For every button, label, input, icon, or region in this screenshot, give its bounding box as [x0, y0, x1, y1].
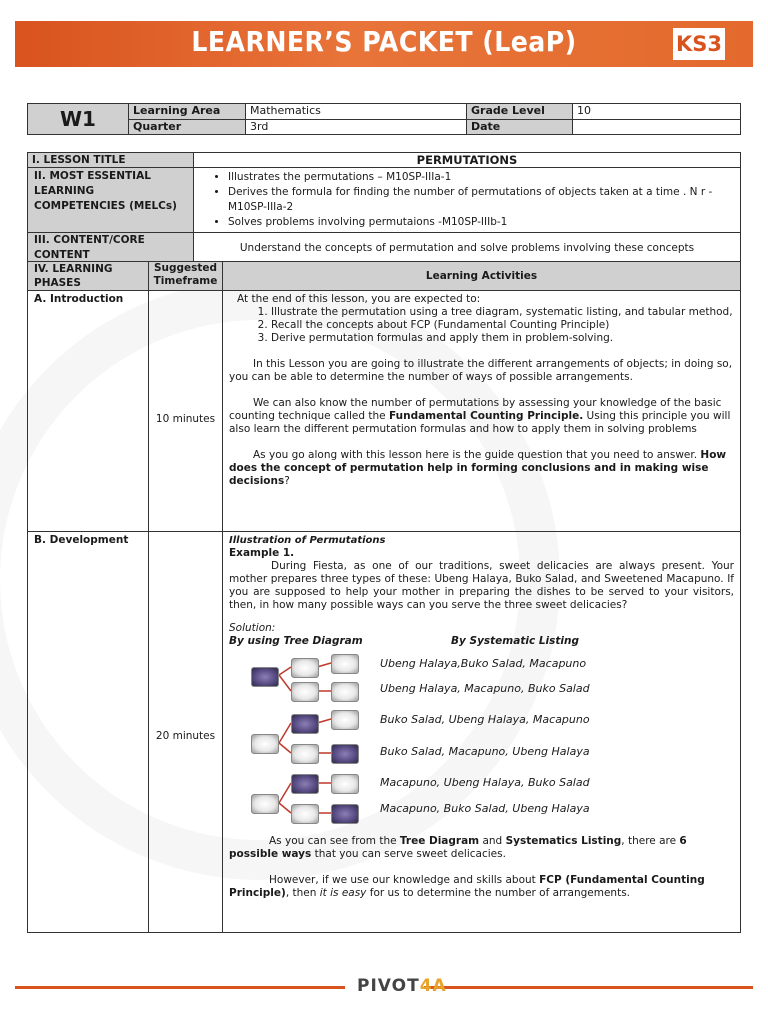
development-activities: [223, 532, 741, 933]
learning-phases-table: [27, 261, 741, 933]
example-problem: During Fiesta, as one of our traditions, sweet delicacies are always present. Your mother prepares three types of these: Ubeng Halaya, Buko Salad, and Sweetened Macapuno. If you are supposed to help your mother in preparing the dishes to be served to your visitors, then, in how many possible ways can you serve the three sweet delicacies?: [229, 560, 734, 611]
content-label: III. CONTENT/CORE CONTENT: [28, 233, 194, 264]
introduction-time: 10 minutes: [149, 291, 223, 532]
listing-item: Buko Salad, Macapuno, Ubeng Halaya: [380, 745, 590, 758]
tree-diagram-label: By using Tree Diagram: [229, 635, 363, 647]
core-content: Understand the concepts of permutation and solve problems involving these concepts: [194, 233, 741, 264]
intro-paragraph-2: We can also know the number of permutations by assessing your knowledge of the basic counting technique called the Fundamental Counting Principle. Using this principle you will also learn the different permutation formulas and how to apply them in solving problems: [229, 397, 731, 435]
ube-dish-image: [291, 774, 319, 794]
footer-rule-left: [15, 986, 345, 989]
ube-dish-image: [291, 714, 319, 734]
week-label: W1: [28, 104, 129, 135]
timeframe-col-header: Suggested Timeframe: [149, 262, 223, 291]
buko-dish-image: [251, 734, 279, 754]
buko-dish-image: [331, 774, 359, 794]
activities-col-header: Learning Activities: [223, 262, 741, 291]
objective-item: 1. Illustrate the permutation using a tree diagram, systematic listing, and tabular method,: [271, 306, 734, 319]
objective-item: 2. Recall the concepts about FCP (Fundamental Counting Principle): [271, 319, 734, 332]
tree-and-list: [229, 649, 734, 831]
introduction-label: A. Introduction: [28, 291, 149, 532]
development-label: B. Development: [28, 532, 149, 933]
melc-item: • Illustrates the permutations – M10SP-IIIa-1: [228, 170, 736, 185]
introduction-activities: [223, 291, 741, 532]
method-labels: [229, 635, 734, 649]
buko-dish-image: [331, 682, 359, 702]
lesson-title-label: I. LESSON TITLE: [28, 153, 194, 168]
listing-item: Ubeng Halaya, Macapuno, Buko Salad: [380, 682, 590, 695]
melc-cell: [194, 168, 741, 233]
macapuno-dish-image: [331, 710, 359, 730]
learning-area-label: Learning Area: [129, 104, 246, 120]
macapuno-dish-image: [251, 794, 279, 814]
buko-dish-image: [291, 804, 319, 824]
date-label: Date: [467, 119, 573, 135]
lesson-title: PERMUTATIONS: [194, 153, 741, 168]
objective-item: 3. Derive permutation formulas and apply them in problem-solving.: [271, 332, 734, 345]
development-time: 20 minutes: [149, 532, 223, 933]
melc-label: II. MOST ESSENTIAL LEARNING COMPETENCIES (MELCs): [28, 168, 194, 233]
key-stage-badge: KS3: [673, 28, 725, 60]
listing-item: Buko Salad, Ubeng Halaya, Macapuno: [380, 713, 590, 726]
quarter-label: Quarter: [129, 119, 246, 135]
listing-item: Ubeng Halaya,Buko Salad, Macapuno: [380, 657, 587, 670]
quarter-value: 3rd: [246, 119, 467, 135]
macapuno-dish-image: [291, 744, 319, 764]
ube-dish-image: [331, 744, 359, 764]
info-table: [27, 103, 741, 135]
learning-area-value: Mathematics: [246, 104, 467, 120]
footer-rule-right: [424, 986, 753, 989]
macapuno-dish-image: [331, 654, 359, 674]
objectives-list: [229, 306, 734, 345]
ube-dish-image: [251, 667, 279, 687]
lesson-table: [27, 152, 741, 264]
systematic-listing-label: By Systematic Listing: [451, 635, 579, 647]
macapuno-dish-image: [291, 682, 319, 702]
conclusion-paragraph-2: However, if we use our knowledge and skills about FCP (Fundamental Counting Principle), then it is easy for us to determine the number of arrangements.: [229, 874, 705, 899]
grade-level-label: Grade Level: [467, 104, 573, 120]
listing-item: Macapuno, Ubeng Halaya, Buko Salad: [380, 776, 590, 789]
intro-lead: At the end of this lesson, you are expected to:: [237, 293, 481, 305]
guide-question: How does the concept of permutation help in forming conclusions and in making wise decisions: [229, 449, 727, 487]
page-title: LEARNER’S PACKET (LeaP): [191, 25, 577, 58]
development-heading: Illustration of Permutations: [229, 535, 386, 546]
intro-paragraph-3: As you go along with this lesson here is the guide question that you need to answer. How does the concept of permutation help in forming conclusions and in making wise decisions?: [229, 449, 727, 487]
header-banner: [15, 21, 753, 67]
date-value[interactable]: [573, 119, 741, 135]
intro-paragraph-1: In this Lesson you are going to illustrate the different arrangements of objects; in doing so, you can be able to determine the number of ways of possible arrangements.: [229, 358, 733, 383]
example-label: Example 1.: [229, 547, 295, 559]
grade-level-value: 10: [573, 104, 741, 120]
solution-label: Solution:: [229, 622, 276, 634]
listing-item: Macapuno, Buko Salad, Ubeng Halaya: [380, 802, 590, 815]
melc-item: • Solves problems involving permutaions -M10SP-IIIb-1: [228, 215, 736, 230]
buko-dish-image: [291, 658, 319, 678]
melc-item: • Derives the formula for finding the number of permutations of objects taken at a time . N r - M10SP-IIIa-2: [228, 185, 736, 215]
ube-dish-image: [331, 804, 359, 824]
conclusion-paragraph-1: As you can see from the Tree Diagram and Systematics Listing, there are 6 possible ways that you can serve sweet delicacies.: [229, 835, 687, 860]
phases-col-header: IV. LEARNING PHASES: [28, 262, 149, 291]
tree-diagram: [251, 653, 368, 833]
pivot-logo: PIVOT4A: [357, 976, 447, 996]
